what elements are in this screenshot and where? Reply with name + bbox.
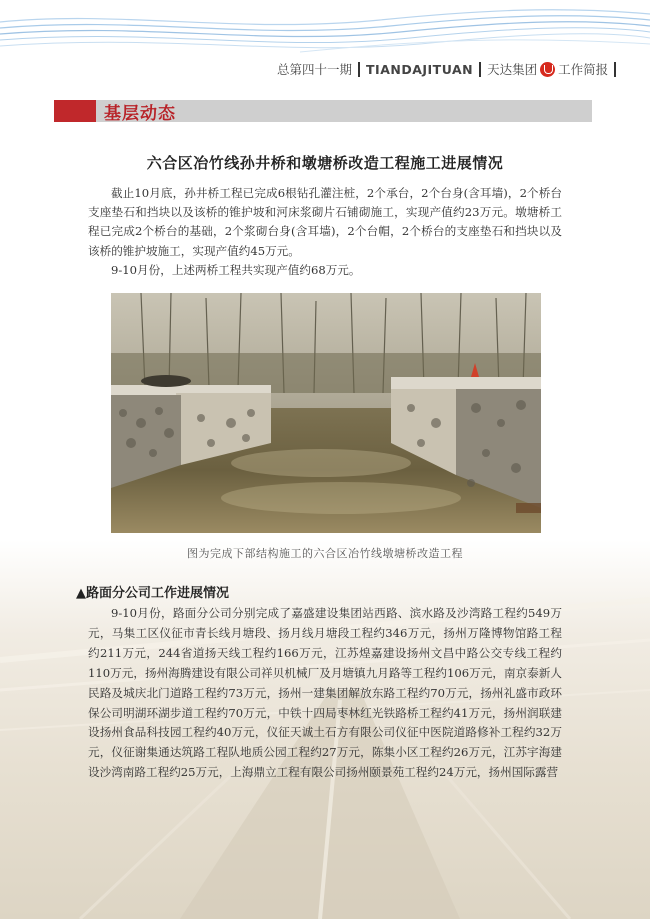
issue-number: 总第四十一期	[277, 62, 353, 77]
bridge-construction-photo	[111, 293, 541, 533]
header-divider	[614, 62, 616, 77]
page-header	[277, 60, 622, 78]
publication-name: 工作简报	[558, 62, 609, 77]
brand-name: TIANDAJITUAN	[366, 61, 474, 77]
article-paragraph-1: 截止10月底，孙井桥工程已完成6根钻孔灌注桩，2个承台，2个台身(含耳墙)，2个桥台支座垫石和挡块以及该桥的锥护坡和河床浆砌片石铺砌施工，实现产值约23万元。墩塘桥工程已完成2个桥台的基础，2个浆砌台身(含耳墙)，2个台帽，2个桥台的支座垫石和挡块以及该桥的锥护坡施工，实现产值约45万元。	[88, 186, 562, 258]
tianda-logo-icon	[540, 62, 555, 77]
header-wave-decoration	[0, 0, 650, 60]
header-divider	[479, 62, 481, 77]
header-divider	[358, 62, 360, 77]
road-section-paragraph: 9-10月份，路面分公司分别完成了嘉盛建设集团站西路、滨水路及沙湾路工程约549万元，马集工区仪征市青长线月塘段、扬月线月塘段工程约346万元，扬州万隆博物馆路工程约211万元，244省道扬天线工程约166万元，江苏煌嘉建设扬州文昌中路公交专线工程约110万元，扬州海腾建设有限公司祥贝机械厂及月塘镇九月路等工程约106万元，南京泰新人民路及城庆北门道路工程约73万元，扬州一建集团解放东路工程约70万元，扬州礼盛市政环保公司明湖环湖步道工程约70万元，中铁十四局枣林红光铁路桥工程约41万元，扬州润联建设扬州食品科技园工程约40万元，仪征天诚土石方有限公司仪征中医院道路修补工程约32万元，仪征谢集通达筑路工程队地质公园工程约27万元，陈集小区工程约26万元，江苏宇海建设沙湾南路工程约25万元，上海鼎立工程有限公司扬州颐景苑工程约24万元，扬州国际露营	[88, 606, 562, 780]
article-paragraph-2: 9-10月份，上述两桥工程共实现产值约68万元。	[111, 263, 361, 277]
article-title: 六合区冶竹线孙井桥和墩塘桥改造工程施工进展情况	[146, 154, 504, 172]
section-title: 基层动态	[104, 104, 176, 124]
photo-caption: 图为完成下部结构施工的六合区冶竹线墩塘桥改造工程	[187, 547, 463, 560]
road-section-heading: ▲路面分公司工作进展情况	[76, 586, 229, 601]
section-bar-accent	[54, 100, 96, 122]
group-name: 天达集团	[487, 62, 538, 77]
